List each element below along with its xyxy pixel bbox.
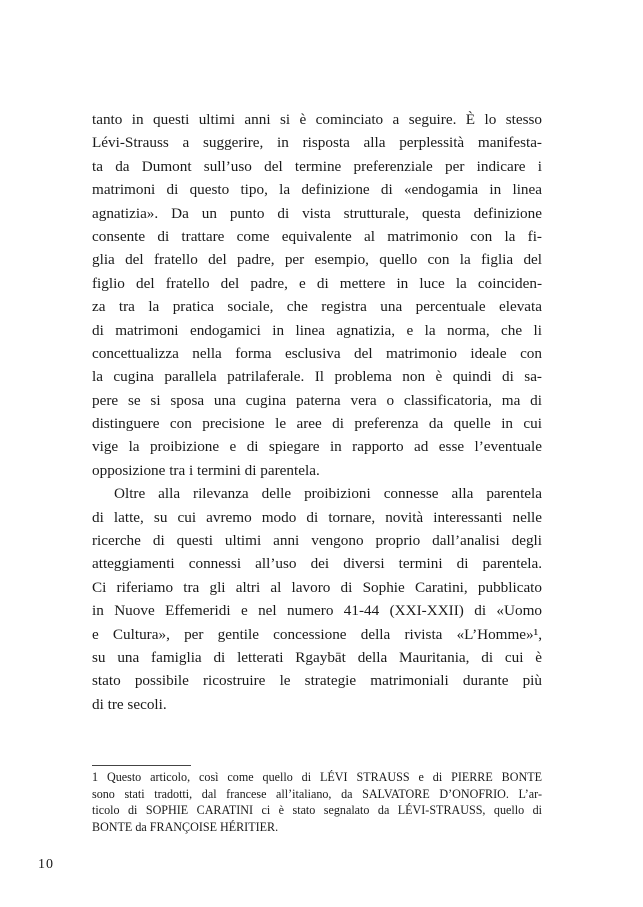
text-line: ta da Dumont sull’uso del termine preferenziale per indicare i	[92, 157, 542, 175]
text-line: consente di trattare come equivalente al matrimonio con la fi-	[92, 227, 542, 245]
text-line: matrimoni di questo tipo, la definizione di «endogamia in linea	[92, 181, 542, 199]
text-line: Ci riferiamo tra gli altri al lavoro di Sophie Caratini, pubblicato	[92, 578, 542, 596]
text-line: di latte, su cui avremo modo di tornare, novità interessanti nelle	[92, 508, 542, 526]
text-line: vige la proibizione e di spiegare in rapporto ad esse l’eventuale	[92, 438, 542, 456]
text-line: distinguere con precisione le aree di preferenza da quelle in cui	[92, 415, 542, 433]
text-line: Oltre alla rilevanza delle proibizioni connesse alla parentela	[114, 485, 542, 503]
footnote-line: ticolo di SOPHIE CARATINI ci è stato segnalato da LÉVI-STRAUSS, quello di	[92, 803, 542, 818]
footnote	[92, 769, 542, 836]
footnote-line: sono stati tradotti, dal francese all’italiano, da SALVATORE D’ONOFRIO. L’ar-	[92, 786, 542, 801]
text-line: e Cultura», per gentile concessione della rivista «L’Homme»¹,	[92, 625, 542, 643]
text-line: ricerche di questi ultimi anni vengono proprio dall’analisi degli	[92, 532, 542, 550]
footnote-line: BONTE da FRANÇOISE HÉRITIER.	[92, 820, 279, 835]
page-number: 10	[38, 857, 54, 872]
text-line: figlio del fratello del padre, e di mettere in luce la coinciden-	[92, 274, 542, 292]
body-text	[92, 108, 542, 716]
text-line: za tra la pratica sociale, che registra una percentuale elevata	[92, 298, 542, 316]
text-line: atteggiamenti connessi all’uso dei diversi termini di parentela.	[92, 555, 542, 573]
text-line: in Nuove Effemeridi e nel numero 41-44 (XXI-XXII) di «Uomo	[92, 602, 542, 620]
footnote-line: 1 Questo articolo, così come quello di LÉVI STRAUSS e di PIERRE BONTE	[92, 770, 542, 784]
text-line: concettualizza nella forma esclusiva del matrimonio ideale con	[92, 344, 542, 362]
text-line: glia del fratello del padre, per esempio, quello con la figlia del	[92, 251, 542, 269]
text-line: agnatizia». Da un punto di vista strutturale, questa definizione	[92, 204, 542, 222]
text-line: la cugina parallela patrilaferale. Il problema non è quindi di sa-	[92, 368, 542, 386]
text-line: stato possibile ricostruire le strategie matrimoniali durante più	[92, 672, 542, 690]
text-line: di matrimoni endogamici in linea agnatizia, e la norma, che li	[92, 321, 542, 339]
text-line: pere se si sposa una cugina paterna vera o classificatoria, ma di	[92, 391, 542, 409]
text-line: su una famiglia di letterati Rgaybāt della Mauritania, di cui è	[92, 648, 542, 666]
footnote-divider	[92, 765, 191, 766]
text-line: di tre secoli.	[92, 695, 167, 713]
text-line: opposizione tra i termini di parentela.	[92, 461, 320, 479]
text-line: Lévi-Strauss a suggerire, in risposta alla perplessità manifesta-	[92, 134, 542, 152]
text-line: tanto in questi ultimi anni si è cominciato a seguire. È lo stesso	[92, 111, 542, 128]
